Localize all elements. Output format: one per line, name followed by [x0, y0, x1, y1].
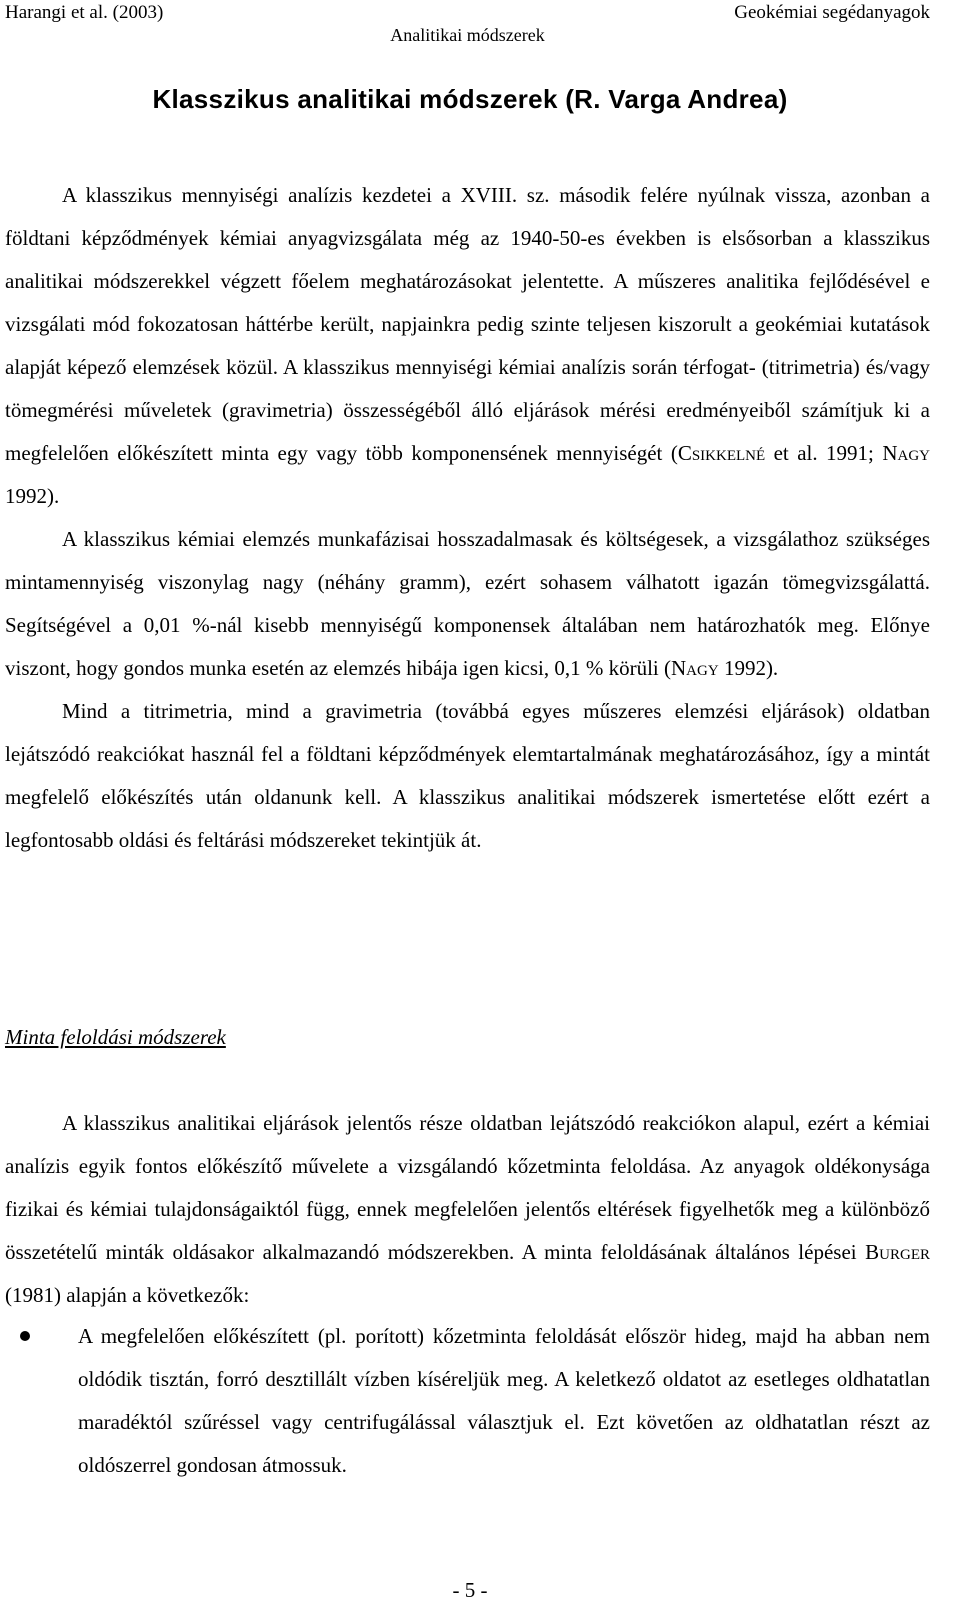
citation-author: Burger: [865, 1240, 930, 1264]
list-item: [5, 1315, 930, 1487]
page-number: - 5 -: [452, 1578, 488, 1602]
citation-author: Nagy: [671, 656, 719, 680]
paragraph-1-text-b: et al. 1991;: [765, 441, 883, 465]
steps-list: [5, 1315, 930, 1487]
dissolution-section: [5, 1102, 930, 1317]
citation-author: Nagy: [882, 441, 930, 465]
header-authors: Harangi et al. (2003): [5, 2, 164, 23]
header-series: Geokémiai segédanyagok: [734, 2, 930, 23]
bullet-icon: [20, 1331, 30, 1341]
paragraph-1-text: A klasszikus mennyiségi analízis kezdetei a XVIII. sz. második felére nyúlnak vissza, azonban a földtani képződmények kémiai anyagvizsgálata még az 1940-50-es években is elsősorban a klasszikus analitikai módszerekkel végzett főelem meghatározásokat jelentette. A műszeres analitika fejlődésével e vizsgálati mód fokozatosan háttérbe került, napjainkra pedig szinte teljesen kiszorult a geokémiai kutatások alapját képező elemzések közül. A klasszikus mennyiségi kémiai analízis során térfogat- (titrimetria) és/vagy tömegmérési műveletek (gravimetria) összességéből álló eljárások mérési eredményeiből számítjuk ki a megfelelően előkészített minta egy vagy több komponensének mennyiségét (: [5, 183, 930, 465]
paragraph-4-text: A klasszikus analitikai eljárások jelentős része oldatban lejátszódó reakciókon alapul, ezért a kémiai analízis egyik fontos előkészítő művelete a vizsgálandó kőzetminta feloldása. Az anyagok oldékonysága fizikai és kémiai tulajdonságaiktól függ, ennek megfelelően jelentős eltérések figyelhetők meg a különböző összetételű minták oldásakor alkalmazandó módszerekben. A minta feloldásának általános lépései: [5, 1111, 930, 1264]
page-title: Klasszikus analitikai módszerek (R. Varga Andrea): [152, 84, 788, 114]
paragraph-4-text-b: (1981) alapján a következők:: [5, 1283, 250, 1307]
paragraph-2: [5, 518, 930, 690]
paragraph-3: Mind a titrimetria, mind a gravimetria (továbbá egyes műszeres elemzési eljárások) oldatban lejátszódó reakciókat használ fel a földtani képződmények elemtartalmának meghatározásához, így a mintát megfelelő előkészítés után oldanunk kell. A klasszikus analitikai módszerek ismertetése előtt ezért a legfontosabb oldási és feltárási módszereket tekintjük át.: [5, 699, 930, 852]
paragraph-1: [5, 174, 930, 518]
paragraph-2-text-b: 1992).: [718, 656, 779, 680]
paragraph-4: [5, 1102, 930, 1317]
citation-author: Csikkelné: [677, 441, 766, 465]
section-heading: Minta feloldási módszerek: [5, 1025, 226, 1049]
header-chapter: Analitikai módszerek: [390, 25, 545, 45]
paragraph-1-text-c: 1992).: [5, 484, 60, 508]
running-header: [5, 0, 930, 44]
list-item-text: A megfelelően előkészített (pl. porított) kőzetminta feloldását először hideg, majd ha abban nem oldódik tisztán, forró desztillált vízben kíséreljük meg. A keletkező oldatot az esetleges oldhatatlan maradéktól szűréssel vagy centrifugálással választjuk el. Ezt követően az oldhatatlan részt az oldószerrel gondosan átmossuk.: [78, 1324, 930, 1477]
paragraph-2-text: A klasszikus kémiai elemzés munkafázisai hosszadalmasak és költségesek, a vizsgálathoz szükséges mintamennyiség viszonylag nagy (néhány gramm), ezért sohasem válhatott igazán tömegvizsgálattá. Segítségével a 0,01 %-nál kisebb mennyiségű komponensek általában nem határozhatók meg. Előnye viszont, hogy gondos munka esetén az elemzés hibája igen kicsi, 0,1 % körüli (: [5, 527, 930, 680]
intro-section: [5, 174, 930, 862]
